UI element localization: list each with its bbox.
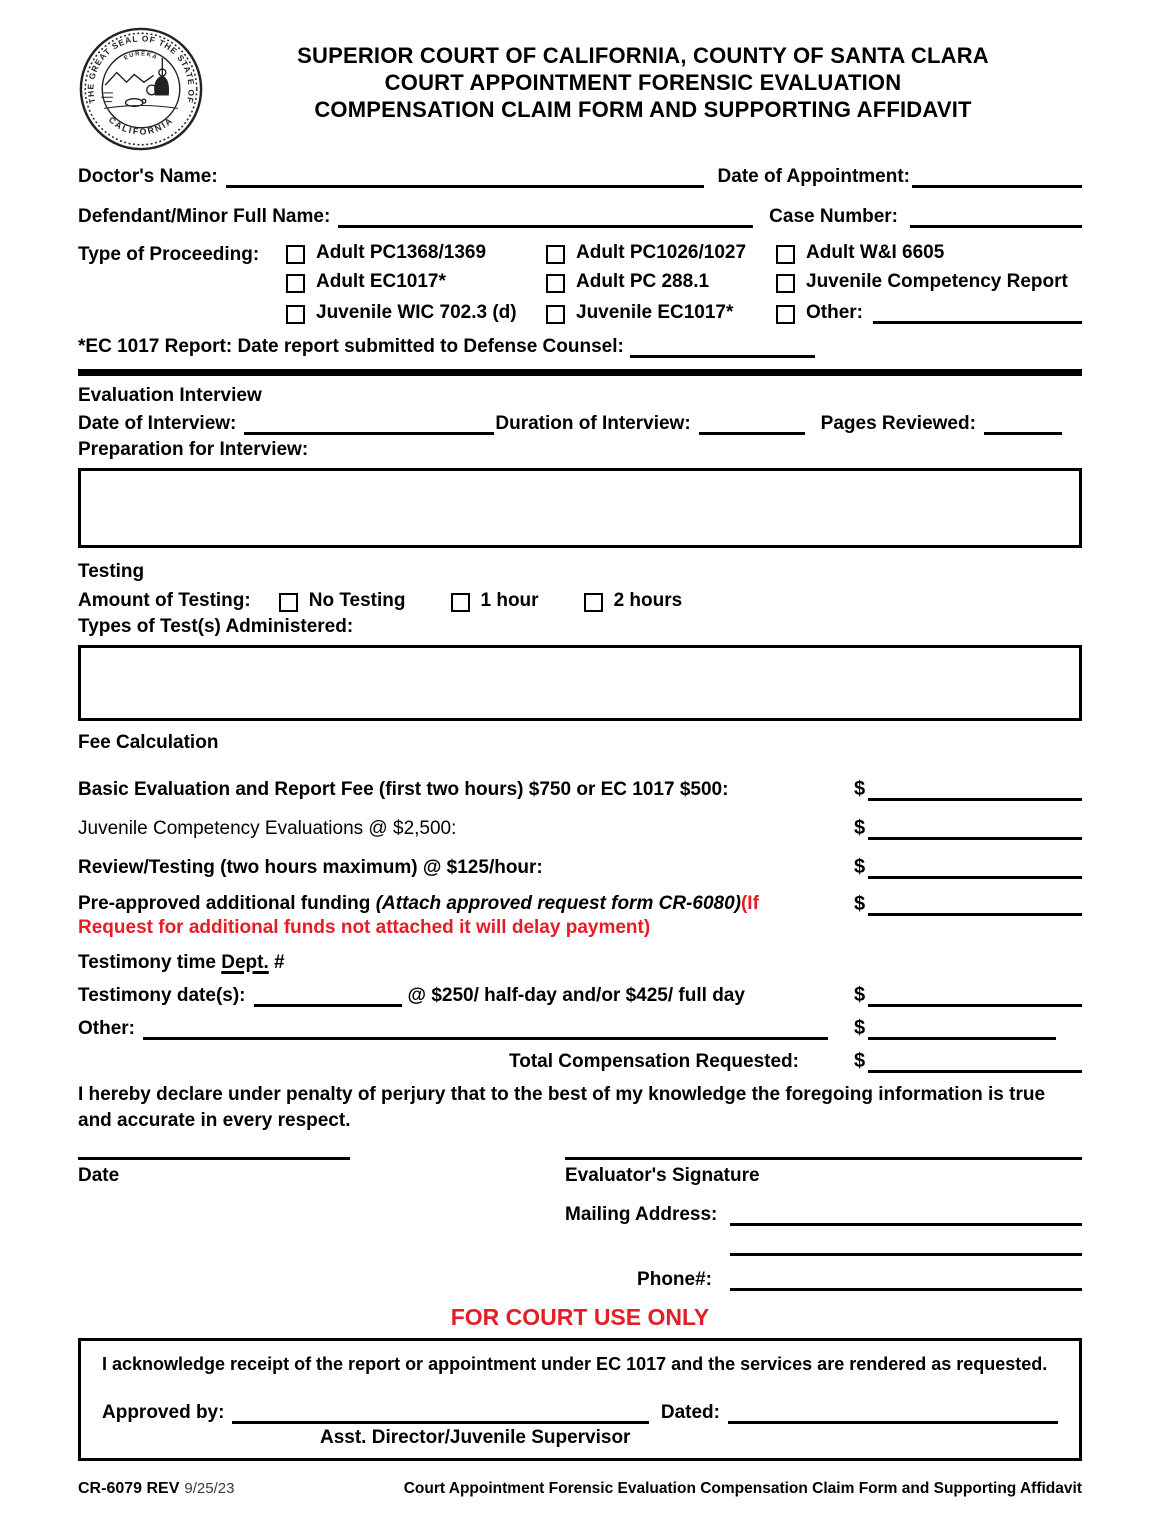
option-label: No Testing — [308, 590, 406, 611]
type-of-proceeding-section — [78, 242, 1082, 324]
dollar-sign: $ — [854, 1050, 866, 1072]
juvenile-competency-amount-field[interactable] — [868, 816, 1082, 840]
preapproved-attach-note: (Attach approved request form CR-6080) — [375, 893, 741, 914]
checkbox-no-testing[interactable] — [279, 593, 298, 612]
form-header — [78, 26, 1082, 154]
phone-field[interactable] — [730, 1267, 1082, 1291]
form-title-line-1: SUPERIOR COURT OF CALIFORNIA, COUNTY OF SANTA CLARA — [297, 43, 989, 68]
mailing-address-label: Mailing Address: — [565, 1204, 718, 1226]
option-2-hours — [584, 590, 683, 612]
testimony-time-label: Testimony time — [78, 952, 216, 973]
preapproved-funding-label: Pre-approved additional funding (Attach approved request form CR-6080)(If Request for additional funds not attached it will delay payment) — [78, 893, 759, 938]
testimony-dept-suffix: # — [274, 952, 285, 973]
duration-of-interview-field[interactable] — [699, 411, 805, 435]
ec1017-report-label: *EC 1017 Report: Date report submitted to Defense Counsel: — [78, 336, 624, 357]
duration-of-interview-label: Duration of Interview: — [495, 413, 691, 434]
option-label: Adult PC 288.1 — [576, 271, 710, 292]
dated-field[interactable] — [728, 1400, 1058, 1424]
option-adult-ec1017 — [286, 271, 546, 293]
checkbox-adult-pc1368-1369[interactable] — [286, 245, 305, 264]
dated-label: Dated: — [660, 1402, 720, 1424]
section-divider — [78, 369, 1082, 376]
date-of-interview-field[interactable] — [244, 411, 494, 435]
basic-fee-label: Basic Evaluation and Report Fee (first two hours) $750 or EC 1017 $500: — [78, 779, 729, 800]
pages-reviewed-label: Pages Reviewed: — [820, 413, 976, 434]
option-adult-wi-6605 — [776, 242, 1082, 264]
option-label: Adult PC1368/1369 — [316, 242, 487, 263]
testimony-dept-label: Dept. — [221, 952, 269, 973]
form-title-line-3: COMPENSATION CLAIM FORM AND SUPPORTING AFFIDAVIT — [314, 97, 972, 122]
type-of-proceeding-label: Type of Proceeding: — [78, 244, 260, 265]
perjury-declaration: I hereby declare under penalty of perjury that to the best of my knowledge the foregoing information is true and accurate in every respect. — [78, 1084, 1046, 1132]
other-amount-field[interactable] — [868, 1016, 1056, 1040]
option-other — [776, 300, 1082, 324]
date-signature-label: Date — [78, 1165, 120, 1187]
preapproved-warning-note: (If Request for additional funds not attached it will delay payment) — [78, 893, 759, 938]
option-juvenile-wic-702-3d — [286, 300, 546, 324]
option-label: Adult W&I 6605 — [806, 242, 945, 263]
testimony-amount-field[interactable] — [868, 983, 1082, 1007]
preparation-for-interview-label: Preparation for Interview: — [78, 439, 309, 460]
seal-bottom-text: CALIFORNIA — [106, 114, 176, 137]
defendant-name-field[interactable] — [338, 204, 753, 228]
option-label: Adult EC1017* — [316, 271, 446, 292]
form-number: CR-6079 REV — [78, 1480, 180, 1498]
approved-by-field[interactable] — [232, 1400, 648, 1424]
option-1-hour — [451, 590, 539, 612]
fee-calculation-heading: Fee Calculation — [78, 732, 219, 753]
dollar-sign: $ — [854, 984, 866, 1006]
california-state-seal-icon — [78, 26, 204, 152]
preapproved-amount-field[interactable] — [868, 892, 1082, 916]
form-title — [204, 26, 1082, 123]
types-of-tests-textarea[interactable] — [78, 645, 1082, 721]
checkbox-juvenile-competency-report[interactable] — [776, 274, 795, 293]
juvenile-competency-fee-label: Juvenile Competency Evaluations @ $2,500: — [78, 818, 457, 839]
proceeding-options — [286, 242, 1082, 324]
acknowledgment-text: I acknowledge receipt of the report or appointment under EC 1017 and the services are rendered as requested. — [102, 1354, 1048, 1375]
signature-section — [78, 1157, 1082, 1291]
option-adult-pc1026-1027 — [546, 242, 776, 264]
court-use-box — [78, 1338, 1082, 1461]
testimony-dates-field[interactable] — [254, 983, 402, 1007]
option-label: 2 hours — [613, 590, 683, 611]
pages-reviewed-field[interactable] — [984, 411, 1062, 435]
case-number-label: Case Number: — [769, 206, 898, 227]
other-proceeding-field[interactable] — [873, 300, 1082, 324]
option-label: Juvenile Competency Report — [806, 271, 1068, 292]
option-no-testing — [279, 590, 406, 612]
total-compensation-amount-field[interactable] — [868, 1049, 1082, 1073]
option-adult-pc-288-1 — [546, 271, 776, 293]
form-title-line-2: COURT APPOINTMENT FORENSIC EVALUATION — [384, 70, 902, 95]
option-label: Adult PC1026/1027 — [576, 242, 747, 263]
amount-of-testing-label: Amount of Testing: — [78, 590, 251, 611]
evaluation-interview-heading: Evaluation Interview — [78, 385, 262, 406]
testing-heading: Testing — [78, 561, 145, 582]
phone-label: Phone#: — [637, 1269, 712, 1291]
revision-date: 9/25/23 — [184, 1480, 235, 1498]
option-adult-pc1368-1369 — [286, 242, 546, 264]
checkbox-2-hours[interactable] — [584, 593, 603, 612]
checkbox-adult-pc-288-1[interactable] — [546, 274, 565, 293]
date-signature-field[interactable] — [78, 1157, 350, 1160]
review-testing-fee-label: Review/Testing (two hours maximum) @ $125/hour: — [78, 857, 543, 878]
footer-document-title: Court Appointment Forensic Evaluation Compensation Claim Form and Supporting Affidavit — [403, 1480, 1082, 1498]
form-footer — [78, 1480, 1082, 1498]
approved-by-label: Approved by: — [102, 1402, 225, 1424]
doctor-name-field[interactable] — [226, 164, 704, 188]
checkbox-juvenile-wic-702-3d[interactable] — [286, 305, 305, 324]
evaluator-signature-field[interactable] — [565, 1157, 1082, 1160]
other-fee-field[interactable] — [143, 1016, 828, 1040]
approver-title: Asst. Director/Juvenile Supervisor — [320, 1427, 631, 1449]
checkbox-other[interactable] — [776, 305, 795, 324]
checkbox-juvenile-ec1017[interactable] — [546, 305, 565, 324]
option-label: Juvenile EC1017* — [576, 302, 734, 323]
date-of-appointment-label: Date of Appointment: — [717, 166, 910, 187]
date-of-interview-label: Date of Interview: — [78, 413, 237, 434]
other-fee-label: Other: — [78, 1018, 135, 1039]
option-juvenile-ec1017 — [546, 300, 776, 324]
ec1017-date-field[interactable] — [630, 334, 815, 358]
for-court-use-only-banner: FOR COURT USE ONLY — [450, 1304, 710, 1331]
dollar-sign: $ — [854, 1017, 866, 1039]
seal-scene — [101, 58, 178, 108]
checkbox-adult-ec1017[interactable] — [286, 274, 305, 293]
option-label: 1 hour — [480, 590, 539, 611]
dollar-sign: $ — [854, 856, 866, 878]
dollar-sign: $ — [854, 893, 866, 915]
checkbox-adult-wi-6605[interactable] — [776, 245, 795, 264]
option-label: Other: — [806, 302, 863, 323]
case-number-field[interactable] — [910, 204, 1082, 228]
mailing-address-field-2[interactable] — [730, 1253, 1082, 1256]
option-label: Juvenile WIC 702.3 (d) — [316, 302, 517, 323]
defendant-name-label: Defendant/Minor Full Name: — [78, 206, 331, 227]
testimony-dates-label: Testimony date(s): — [78, 985, 246, 1006]
checkbox-adult-pc1026-1027[interactable] — [546, 245, 565, 264]
testimony-rate-label: @ $250/ half-day and/or $425/ full day — [407, 985, 745, 1006]
basic-fee-amount-field[interactable] — [868, 777, 1082, 801]
option-juvenile-competency-report — [776, 271, 1082, 293]
seal-inner-text: EUREKA — [123, 51, 159, 62]
mailing-address-field[interactable] — [730, 1202, 1082, 1226]
dollar-sign: $ — [854, 778, 866, 800]
evaluator-signature-label: Evaluator's Signature — [565, 1165, 760, 1187]
preparation-for-interview-textarea[interactable] — [78, 468, 1082, 548]
doctor-name-label: Doctor's Name: — [78, 166, 218, 187]
date-of-appointment-field[interactable] — [912, 164, 1082, 188]
review-testing-amount-field[interactable] — [868, 855, 1082, 879]
total-compensation-label: Total Compensation Requested: — [509, 1051, 799, 1072]
seal-top-text: THE GREAT SEAL OF THE STATE OF — [85, 33, 197, 105]
svg-text:CALIFORNIA — [107, 115, 176, 137]
dollar-sign: $ — [854, 817, 866, 839]
types-of-tests-label: Types of Test(s) Administered: — [78, 616, 354, 637]
checkbox-1-hour[interactable] — [451, 593, 470, 612]
